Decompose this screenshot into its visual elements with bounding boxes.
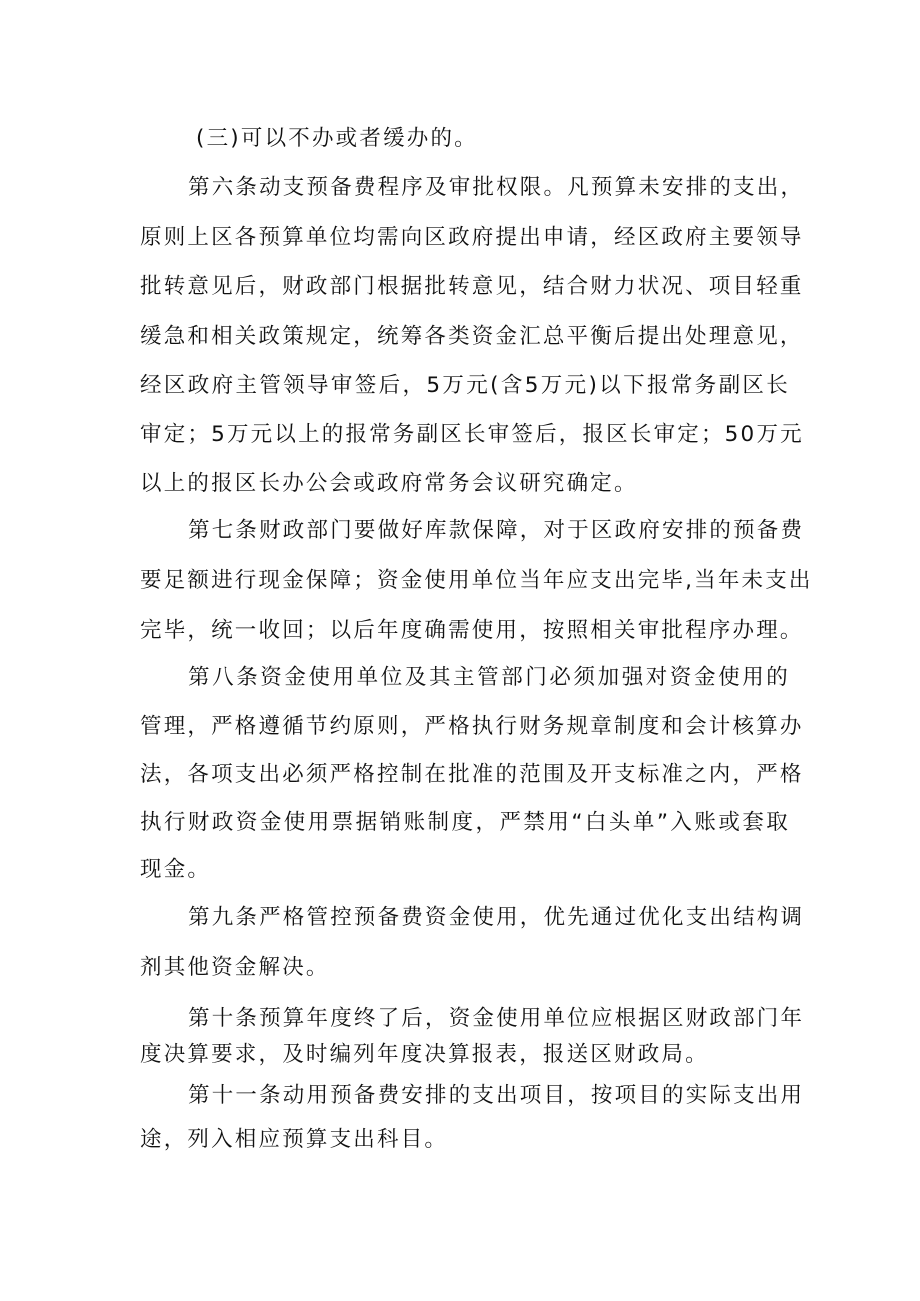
article-11-line-2: 途，列入相应预算支出科目。 [140,1127,449,1152]
article-7-line-3: 完毕，统一收回；以后年度确需使用，按照相关审批程序办理。 [140,618,804,643]
article-8-line-5: 现金。 [140,857,212,882]
article-6-line-6: 审定；5万元以上的报常务副区长审签后，报区长审定；50万元 [140,422,804,447]
article-6-line-3: 批转意见后，财政部门根据批转意见，结合财力状况、项目轻重 [140,274,804,299]
article-10-line-1: 第十条预算年度终了后，资金使用单位应根据区财政部门年 [188,1006,805,1031]
article-11-line-1: 第十一条动用预备费安排的支出项目，按项目的实际支出用 [188,1083,805,1108]
article-7-line-2: 要足额进行现金保障；资金使用单位当年应支出完毕,当年未支出 [140,568,813,593]
article-8-line-3: 法，各项支出必须严格控制在批准的范围及开支标准之内，严格 [140,762,804,787]
article-6-line-1: 第六条动支预备费程序及审批权限。凡预算未安排的支出， [188,175,805,200]
item-three: (三)可以不办或者缓办的。 [196,126,478,151]
article-6-line-4: 缓急和相关政策规定，统筹各类资金汇总平衡后提出处理意见， [140,324,804,349]
article-6-line-2: 原则上区各预算单位均需向区政府提出申请，经区政府主要领导 [140,225,804,250]
article-10-line-2: 度决算要求，及时编列年度决算报表，报送区财政局。 [140,1042,709,1067]
article-9-line-1: 第九条严格管控预备费资金使用，优先通过优化支出结构调 [188,905,805,930]
article-9-line-2: 剂其他资金解决。 [140,955,330,980]
article-8-line-1: 第八条资金使用单位及其主管部门必须加强对资金使用的 [188,665,790,690]
article-8-line-2: 管理，严格遵循节约原则，严格执行财务规章制度和会计核算办 [140,714,804,739]
article-6-line-7: 以上的报区长办公会或政府常务会议研究确定。 [140,471,638,496]
article-7-line-1: 第七条财政部门要做好库款保障，对于区政府安排的预备费 [188,518,805,543]
article-8-line-4: 执行财政资金使用票据销账制度，严禁用“白头单”入账或套取 [140,810,790,835]
article-6-line-5: 经区政府主管领导审签后，5万元(含5万元)以下报常务副区长 [140,373,790,398]
